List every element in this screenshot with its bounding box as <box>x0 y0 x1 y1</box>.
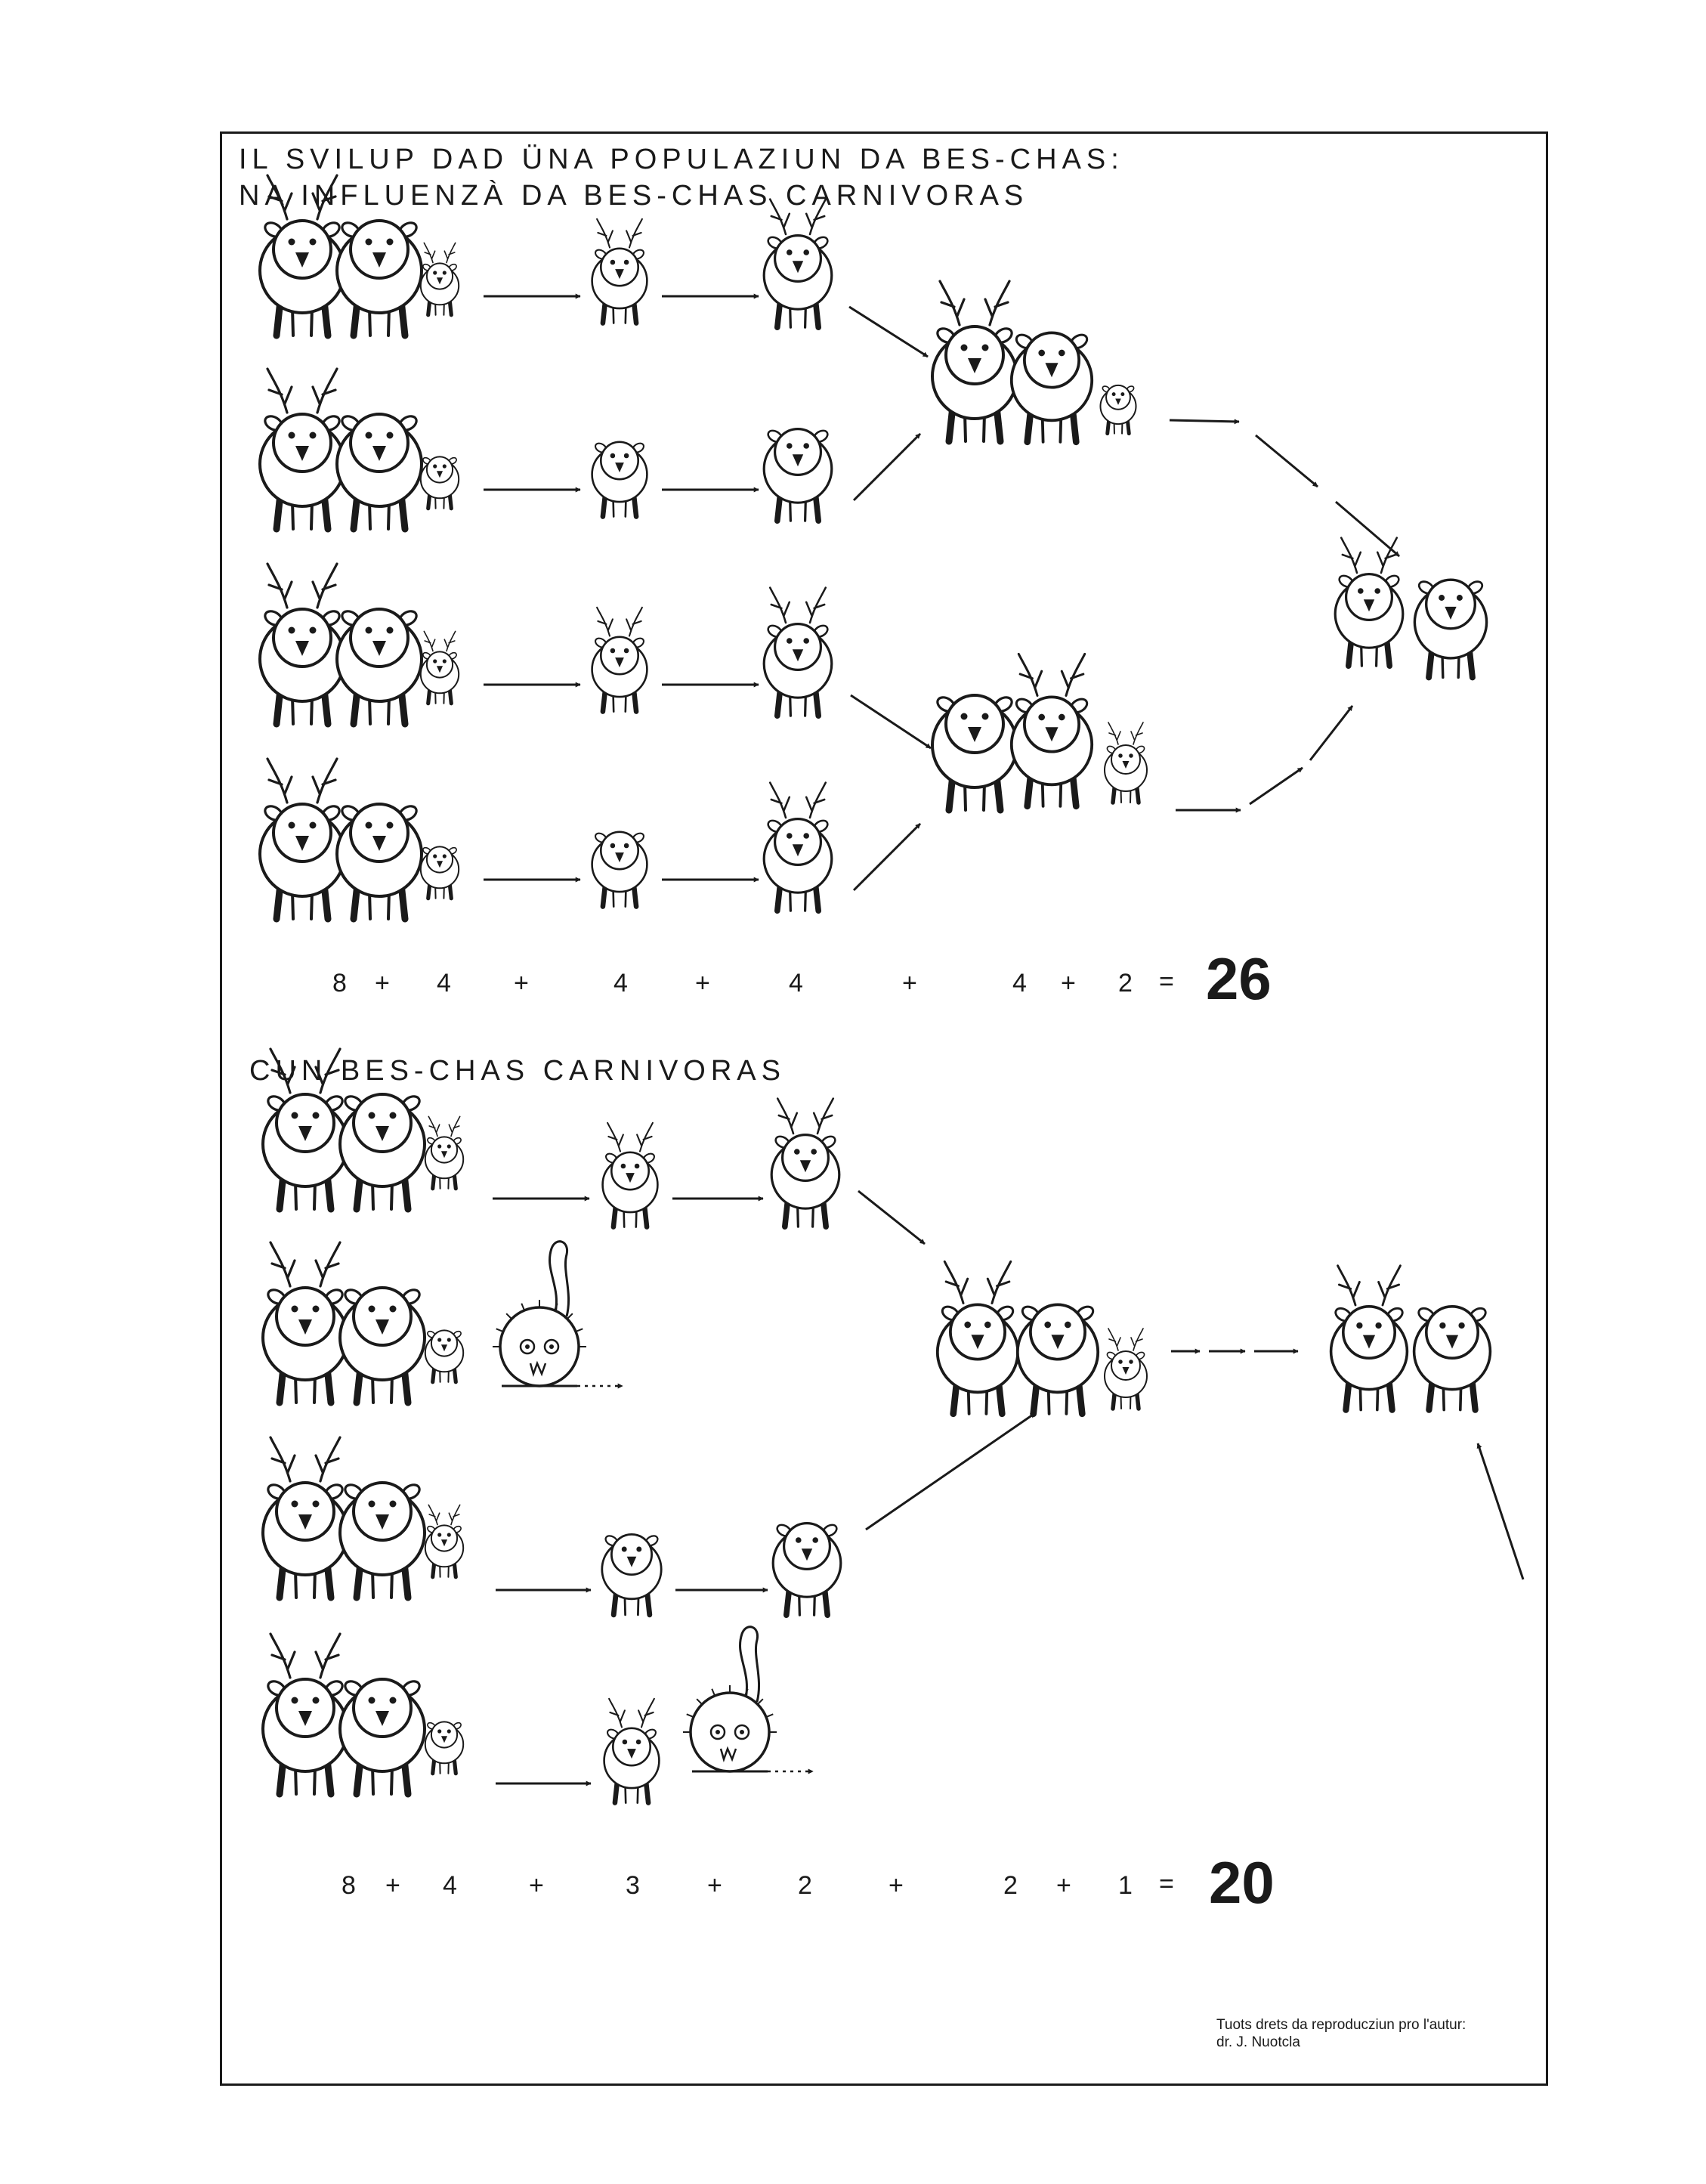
title-line-2: NA INFLUENZÀ DA BES-CHAS CARNIVORAS <box>239 180 1029 212</box>
deer-icon <box>932 281 1017 441</box>
arrow-icon <box>858 1191 925 1244</box>
sum2-op-5: + <box>1056 1871 1071 1900</box>
deer-icon <box>263 1049 348 1209</box>
sum1-term-4: 4 <box>789 969 803 998</box>
deer-icon <box>764 783 832 911</box>
deer-icon <box>263 1437 348 1598</box>
deer-icon <box>340 1678 425 1794</box>
deer-icon <box>260 175 345 336</box>
deer-icon <box>263 1242 348 1403</box>
deer-icon <box>764 428 832 521</box>
deer-icon <box>932 694 1017 810</box>
sum1-op-2: + <box>514 969 529 998</box>
fawn-icon <box>425 1116 463 1188</box>
arrow-icon <box>866 1413 1035 1530</box>
sum2-equals: = <box>1159 1870 1174 1898</box>
fawn-icon <box>421 631 459 703</box>
fawn-icon <box>1105 722 1147 803</box>
carnivore-icon <box>493 1242 623 1386</box>
sum1-term-5: 4 <box>1012 969 1027 998</box>
fawn-icon <box>1100 385 1136 433</box>
arrow-icon <box>1250 768 1303 804</box>
deer-icon <box>340 1287 425 1403</box>
sum2-op-4: + <box>889 1871 904 1900</box>
sum2-term-2: 4 <box>443 1871 457 1900</box>
fawn-icon <box>421 846 459 899</box>
arrow-icon <box>1478 1443 1523 1579</box>
deer-icon <box>1018 1304 1098 1414</box>
sum1-op-3: + <box>695 969 710 998</box>
deer-icon <box>764 588 832 716</box>
sum2-total: 20 <box>1209 1849 1275 1916</box>
deer-icon <box>260 369 345 529</box>
deer-icon <box>1414 1306 1491 1410</box>
deer-icon <box>263 1634 348 1794</box>
deer-icon <box>340 1482 425 1598</box>
deer-icon <box>602 1534 661 1615</box>
deer-icon <box>1012 654 1092 806</box>
section-heading-carnivores: CUN BES-CHAS CARNIVORAS <box>249 1055 786 1087</box>
deer-icon <box>337 608 422 724</box>
sum1-total: 26 <box>1206 945 1272 1012</box>
sum1-equals: = <box>1159 967 1174 996</box>
sum2-op-3: + <box>707 1871 722 1900</box>
fawn-icon <box>1105 1329 1147 1409</box>
fawn-icon <box>421 456 459 509</box>
deer-icon <box>592 441 647 516</box>
title-line-1: IL SVILUP DAD ÜNA POPULAZIUN DA BES-CHAS: <box>239 144 1124 175</box>
fawn-icon <box>425 1505 463 1576</box>
deer-icon <box>260 564 345 724</box>
arrow-icon <box>1310 706 1352 760</box>
sum1-op-5: + <box>1061 969 1076 998</box>
deer-icon <box>771 1099 839 1227</box>
sum1-term-3: 4 <box>613 969 628 998</box>
fawn-icon <box>425 1722 463 1774</box>
deer-icon <box>340 1094 425 1209</box>
deer-icon <box>592 219 647 323</box>
sum1-op-1: + <box>375 969 390 998</box>
deer-icon <box>592 831 647 906</box>
deer-icon <box>1012 333 1092 442</box>
sum1-term-1: 8 <box>332 969 347 998</box>
sum2-term-1: 8 <box>342 1871 356 1900</box>
arrow-icon <box>849 307 928 357</box>
deer-icon <box>1335 538 1403 667</box>
deer-icon <box>337 220 422 336</box>
deer-icon <box>604 1699 660 1803</box>
deer-icon <box>337 413 422 529</box>
deer-icon <box>337 803 422 919</box>
animals-layer <box>260 175 1490 1803</box>
sum1-op-4: + <box>902 969 917 998</box>
deer-icon <box>260 759 345 919</box>
arrow-icon <box>1336 502 1399 556</box>
arrow-icon <box>854 434 920 500</box>
deer-icon <box>592 608 647 712</box>
sum2-term-5: 2 <box>1003 1871 1018 1900</box>
deer-icon <box>1331 1266 1408 1410</box>
sum2-op-2: + <box>529 1871 544 1900</box>
deer-icon <box>603 1123 658 1227</box>
fawn-icon <box>421 243 459 314</box>
sum2-term-3: 3 <box>626 1871 640 1900</box>
sum2-term-6: 1 <box>1118 1871 1133 1900</box>
arrow-icon <box>1256 435 1318 487</box>
fawn-icon <box>425 1330 463 1382</box>
deer-icon <box>938 1261 1018 1413</box>
credit-line-1: Tuots drets da reproducziun pro l'autur: <box>1216 2017 1466 2033</box>
sum1-term-6: 2 <box>1118 969 1133 998</box>
arrow-icon <box>851 695 931 748</box>
arrow-icon <box>854 824 920 890</box>
sum1-term-2: 4 <box>437 969 451 998</box>
sum2-op-1: + <box>385 1871 400 1900</box>
arrow-icon <box>1170 420 1239 422</box>
deer-icon <box>1414 579 1486 677</box>
sum2-term-4: 2 <box>798 1871 812 1900</box>
deer-icon <box>764 200 832 328</box>
carnivore-icon <box>683 1627 813 1771</box>
credit-line-2: dr. J. Nuotcla <box>1216 2034 1300 2050</box>
deer-icon <box>773 1523 841 1615</box>
